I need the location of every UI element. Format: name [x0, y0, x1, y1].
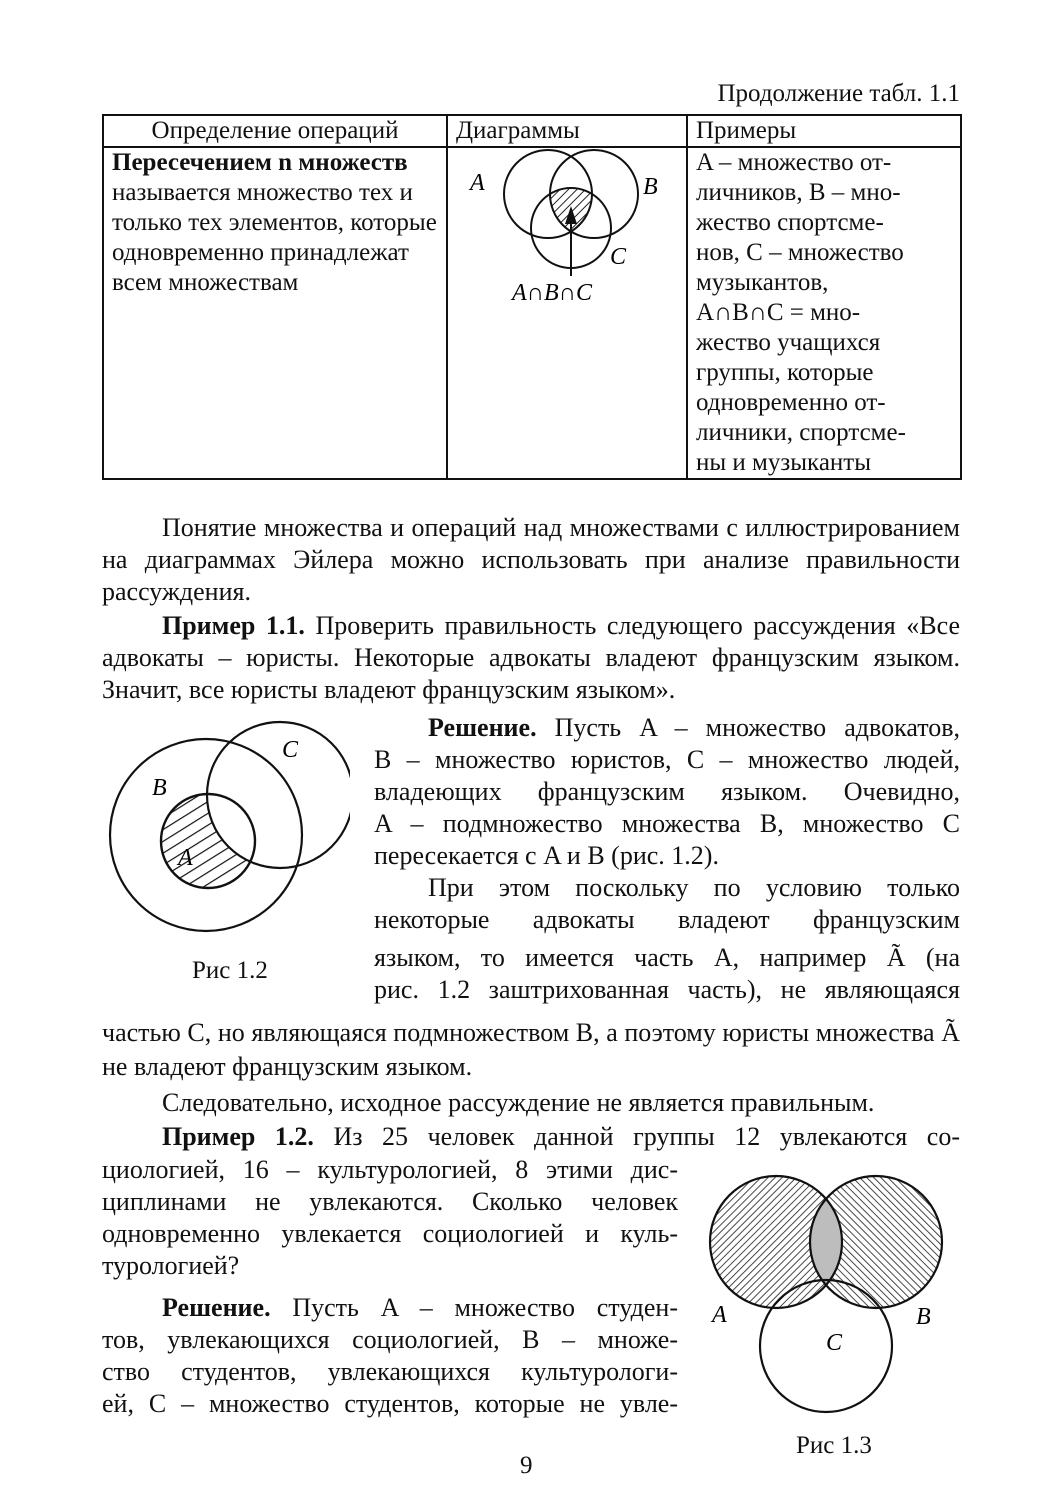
example-line: музыкантов,: [696, 269, 829, 296]
example-line: жество учащихся: [696, 329, 881, 356]
example1-text: Проверить правильность следующего рассуждения «Все адвокаты – юристы. Некоторые адвокаты владеют французским языком. Значит, все юристы владеют французским языком».: [102, 611, 961, 704]
example2-solution-title: Решение.: [162, 1293, 271, 1322]
solution-line: Пусть A – множество адвокатов,: [554, 713, 960, 742]
example2-solution-line: тов, увлекающихся социологией, B – множе-: [102, 1325, 678, 1354]
solution-line: владеющих французским языком. Очевидно,: [374, 777, 960, 806]
example1-solution: [374, 712, 960, 1006]
page-number: 9: [520, 1452, 533, 1479]
example1-conclusion: Следовательно, исходное рассуждение не является правильным.: [162, 1088, 875, 1117]
formula-label: A∩B∩C: [512, 280, 592, 306]
example-line: ны и музыканты: [696, 449, 872, 476]
continuation-line: При этом поскольку по условию только: [428, 873, 960, 902]
example2-text: [102, 1154, 678, 1420]
continuation-line: рис. 1.2 заштрихованная часть), не являющаяся: [374, 975, 960, 1004]
figure-1-3-caption: Рис 1.3: [796, 1432, 872, 1459]
solution-line: A – подмножество множества B, множество C: [374, 809, 960, 838]
header-diagrams: Диаграммы: [447, 115, 687, 147]
figure-1-3: [700, 1160, 960, 1440]
solution-line: B – множество юристов, C – множество людей,: [374, 745, 960, 774]
solution-line: пересекается с A и B (рис. 1.2).: [374, 841, 719, 870]
operations-table: [102, 114, 962, 480]
example2-line: циплинами не увлекаются. Сколько человек: [102, 1187, 678, 1216]
example1-solution-title: Решение.: [428, 713, 537, 742]
example-cell: [687, 147, 961, 479]
table-row: [103, 147, 961, 479]
continuation-line: некоторые адвокаты владеют французским: [374, 905, 960, 934]
header-definition: Определение операций: [103, 115, 447, 147]
definition-cell: [103, 147, 447, 479]
example-line: A∩B∩C = мно-: [696, 299, 861, 326]
example-line: жество спортсме-: [696, 209, 884, 236]
table-caption: Продолжение табл. 1.1: [717, 80, 960, 107]
intersection-diagram: [448, 148, 688, 308]
continuation-line: языком, то имеется часть A, например Ã (на: [374, 943, 960, 972]
example2-solution-first: [102, 1292, 678, 1324]
example2-line: циологией, 16 – культурологией, 8 этими дис-: [102, 1155, 678, 1184]
figure-1-2: [100, 715, 350, 985]
example-line: группы, которые: [696, 359, 874, 386]
label-a: A: [178, 845, 193, 871]
example2-solution-line: ство студентов, увлекающихся культурологи-: [102, 1357, 678, 1386]
circle-c: [207, 722, 350, 868]
definition-text: называется множество тех и только тех элементов, которые одновременно принадлежат всем множествам: [112, 179, 437, 296]
example2-first-text: Из 25 человек данной группы 12 увлекаются со-: [333, 1122, 961, 1151]
example-line: нов, C – множество: [696, 239, 904, 266]
label-c: C: [826, 1330, 843, 1356]
label-a: A: [712, 1302, 727, 1328]
example-line: одновременно от-: [696, 389, 886, 416]
figure-1-2-caption: Рис 1.2: [192, 957, 268, 984]
intro-paragraph: Понятие множества и операций над множествами с иллюстрированием на диаграммах Эйлера можно использовать при анализе правильности рассуждения.: [102, 513, 960, 606]
example-line: A – множество от-: [696, 149, 892, 176]
example-line: личников, B – мно-: [696, 179, 901, 206]
example2-line: турологией?: [102, 1251, 240, 1280]
example2-first-line: [102, 1121, 960, 1153]
label-b: B: [643, 174, 658, 200]
example-line: личники, спортсме-: [696, 419, 906, 446]
header-examples: Примеры: [687, 115, 961, 147]
definition-term: Пересечением n множеств: [112, 149, 408, 176]
example1-continuation: частью C, но являющаяся подмножеством B, а поэтому юристы множества Ã не владеют французским языком.: [102, 1018, 960, 1081]
example2-line: одновременно увлекается социологией и куль-: [102, 1219, 678, 1248]
label-a: A: [470, 170, 485, 196]
example2-solution-line: ей, C – множество студентов, которые не увле-: [102, 1389, 678, 1418]
diagram-cell: [447, 147, 687, 479]
table-header-row: [103, 115, 961, 147]
label-b: B: [152, 775, 167, 801]
example1-paragraph: [102, 610, 960, 706]
example2-title: Пример 1.2.: [162, 1122, 314, 1151]
label-c: C: [610, 244, 627, 270]
label-c: C: [282, 737, 299, 763]
label-b: B: [916, 1304, 931, 1330]
example2-solution-line: Пусть A – множество студен-: [292, 1293, 678, 1322]
example1-title: Пример 1.1.: [162, 611, 305, 640]
